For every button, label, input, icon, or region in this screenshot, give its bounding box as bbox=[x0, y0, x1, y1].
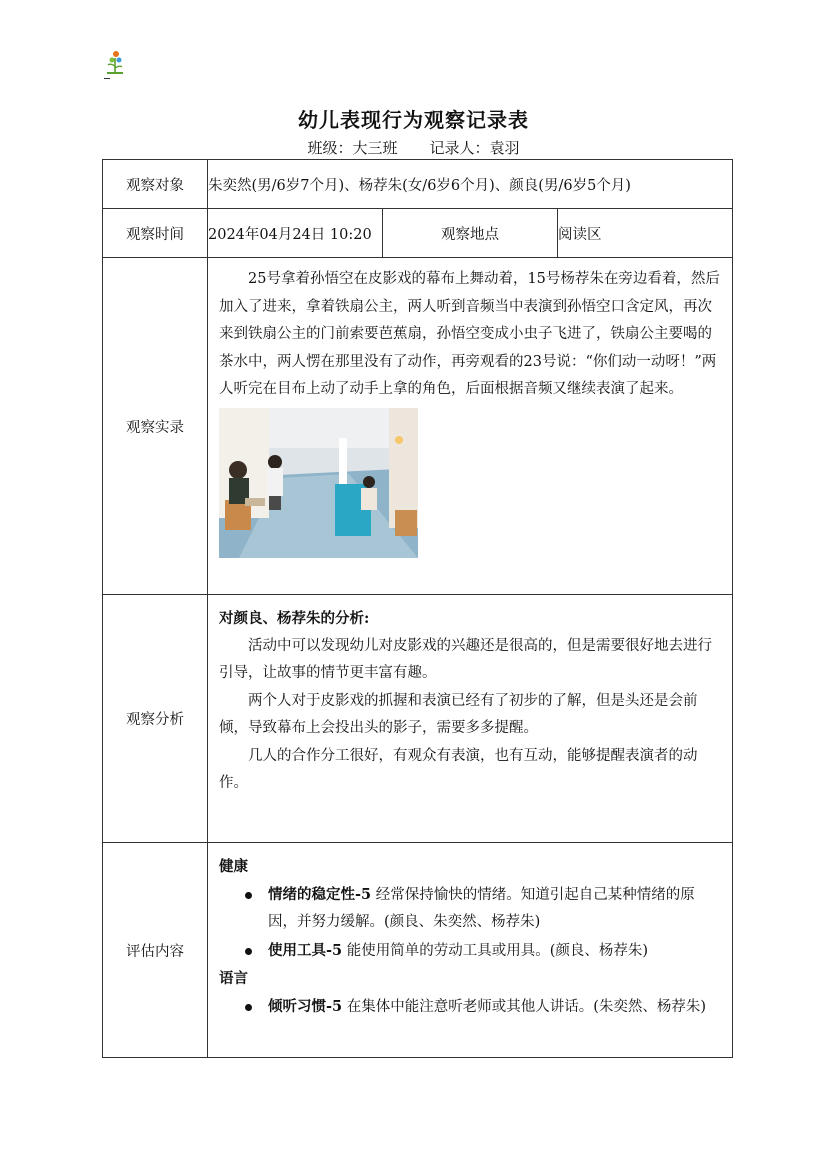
health-list bbox=[219, 881, 720, 966]
row-time bbox=[103, 209, 733, 258]
bullet-icon bbox=[245, 1004, 252, 1011]
list-item bbox=[219, 881, 720, 937]
time-value: 2024年04月24日 10:20 bbox=[208, 209, 383, 258]
category-health: 健康 bbox=[219, 858, 248, 875]
record-text: 25号拿着孙悟空在皮影戏的幕布上舞动着，15号杨荐朱在旁边看着，然后加入了进来，拿着铁扇公主，两人听到音频当中表演到孙悟空口含定风，再次来到铁扇公主的门前索要芭蕉扇，孙悟空变成小虫子飞进了，铁扇公主要喝的茶水中，两人愣在那里没有了动作，再旁观看的23号说：“你们动一动呀！”两人听完在目布上动了动手上拿的角色，后面根据音频又继续表演了起来。 bbox=[219, 271, 720, 397]
row-evaluation bbox=[103, 843, 733, 1058]
page-subtitle bbox=[0, 137, 827, 158]
record-label: 观察实录 bbox=[103, 258, 208, 595]
place-label: 观察地点 bbox=[383, 209, 558, 258]
evaluation-cell bbox=[208, 843, 733, 1058]
observation-table bbox=[102, 159, 733, 1058]
evaluation-body bbox=[208, 843, 732, 1021]
row-record bbox=[103, 258, 733, 595]
analysis-cell bbox=[208, 595, 733, 843]
analysis-heading: 对颜良、杨荐朱的分析: bbox=[219, 610, 370, 627]
subject-label: 观察对象 bbox=[103, 160, 208, 209]
item-title: 情绪的稳定性-5 bbox=[268, 885, 372, 903]
class-label: 班级：大三班 bbox=[307, 139, 398, 157]
row-analysis bbox=[103, 595, 733, 843]
row-subject bbox=[103, 160, 733, 209]
page-title: 幼儿表现行为观察记录表 bbox=[298, 108, 529, 132]
analysis-paragraph: 几人的合作分工很好，有观众有表演，也有互动，能够提醒表演者的动作。 bbox=[219, 747, 698, 791]
analysis-body bbox=[208, 595, 732, 798]
item-title: 使用工具-5 bbox=[268, 941, 343, 959]
item-text: 能使用简单的劳动工具或用具。(颜良、杨荐朱) bbox=[342, 942, 649, 959]
analysis-paragraph: 活动中可以发现幼儿对皮影戏的兴趣还是很高的，但是需要很好地去进行引导，让故事的情节更丰富有趣。 bbox=[219, 637, 712, 681]
analysis-label: 观察分析 bbox=[103, 595, 208, 843]
subject-value: 朱奕然(男/6岁7个月)、杨荐朱(女/6岁6个月)、颜良(男/6岁5个月) bbox=[208, 160, 733, 209]
language-list bbox=[219, 993, 720, 1022]
analysis-paragraph: 两个人对于皮影戏的抓握和表演已经有了初步的了解，但是头还是会前倾，导致幕布上会投出头的影子，需要多多提醒。 bbox=[219, 692, 698, 736]
bullet-icon bbox=[245, 948, 252, 955]
item-text: 在集体中能注意听老师或其他人讲话。(朱奕然、杨荐朱) bbox=[342, 998, 707, 1015]
record-cell bbox=[208, 258, 733, 595]
item-title: 倾听习惯-5 bbox=[268, 997, 343, 1015]
list-item bbox=[219, 993, 720, 1022]
recorder-label: 记录人：袁羽 bbox=[429, 139, 520, 157]
logo-icon bbox=[104, 48, 126, 80]
category-language: 语言 bbox=[219, 970, 248, 987]
list-item bbox=[219, 937, 720, 966]
bullet-icon bbox=[245, 892, 252, 899]
time-label: 观察时间 bbox=[103, 209, 208, 258]
item-text: 经常保持愉快的情绪。知道引起自己某种情绪的原因，并努力缓解。(颜良、朱奕然、杨荐朱) bbox=[268, 886, 695, 930]
observation-photo bbox=[219, 408, 418, 558]
place-value: 阅读区 bbox=[558, 209, 733, 258]
evaluation-label: 评估内容 bbox=[103, 843, 208, 1058]
